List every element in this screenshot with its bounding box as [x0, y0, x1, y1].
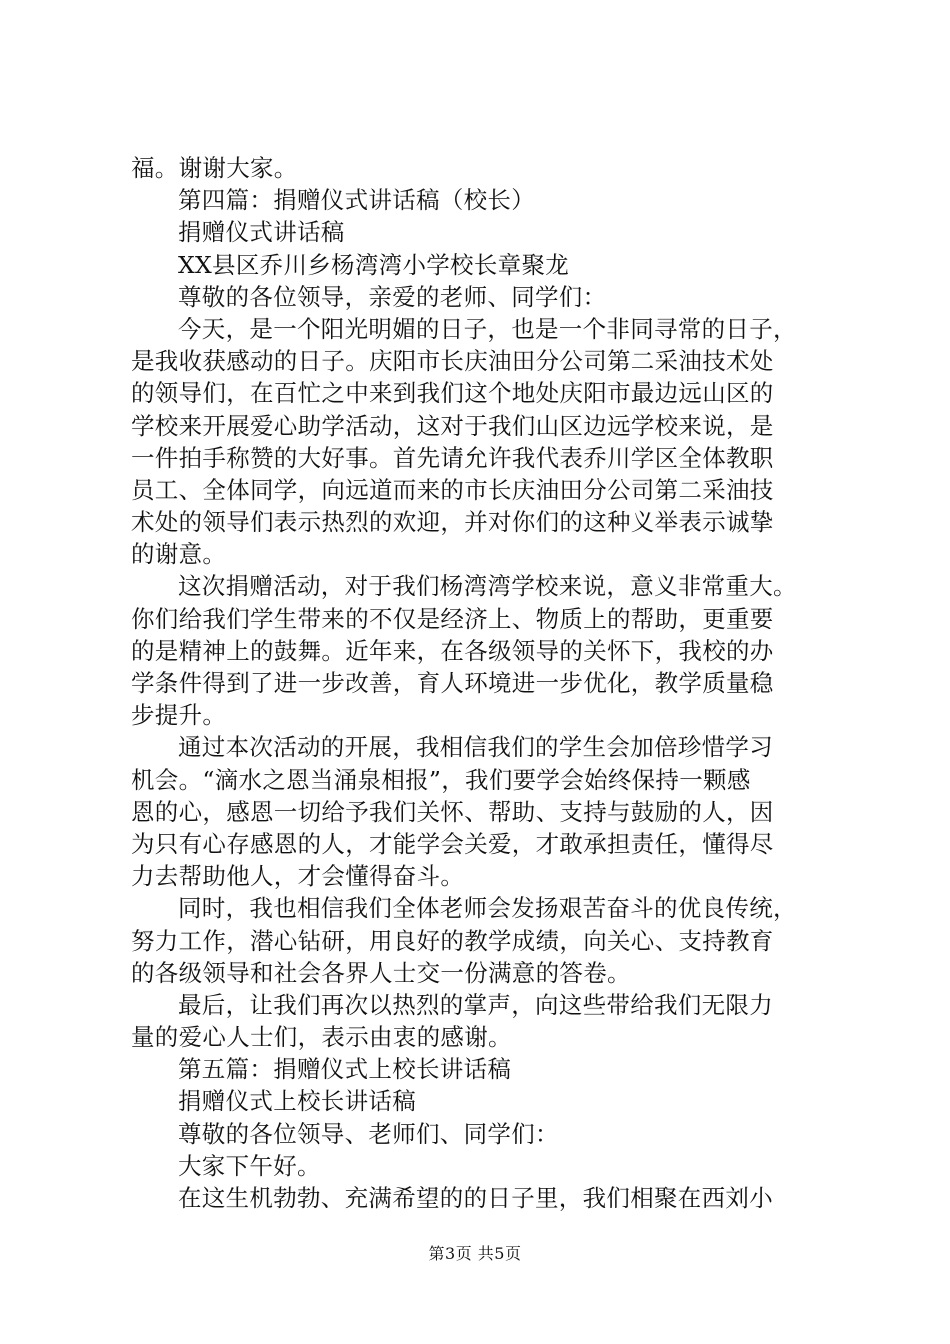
text-line: 第五篇：捐赠仪式上校长讲话稿: [178, 1055, 512, 1084]
text-line: 捐赠仪式讲话稿: [178, 218, 345, 247]
text-line: 的各级领导和社会各界人士交一份满意的答卷。: [131, 958, 631, 987]
text-line: 尊敬的各位领导、老师们、同学们：: [178, 1119, 559, 1148]
text-line: 的是精神上的鼓舞。近年来，在各级领导的关怀下，我校的办: [131, 636, 774, 665]
text-line: 捐赠仪式上校长讲话稿: [178, 1087, 416, 1116]
text-line: 努力工作，潜心钻研，用良好的教学成绩，向关心、支持教育: [131, 926, 774, 955]
text-line: 尊敬的各位领导，亲爱的老师、同学们：: [178, 282, 607, 311]
text-line: 第四篇：捐赠仪式讲话稿（校长）: [178, 186, 535, 215]
text-line: 是我收获感动的日子。庆阳市长庆油田分公司第二采油技术处: [131, 347, 774, 376]
text-line: 力去帮助他人，才会懂得奋斗。: [131, 862, 465, 891]
text-line: 在这生机勃勃、充满希望的的日子里，我们相聚在西刘小: [178, 1184, 773, 1212]
text-line: 员工、全体同学，向远道而来的市长庆油田分公司第二采油技: [131, 475, 774, 504]
text-line: 通过本次活动的开展，我相信我们的学生会加倍珍惜学习: [178, 733, 773, 762]
text-line: 你们给我们学生带来的不仅是经济上、物质上的帮助，更重要: [131, 604, 774, 633]
text-line: 机会。“滴水之恩当涌泉相报”，我们要学会始终保持一颗感: [131, 765, 751, 794]
text-line: 这次捐赠活动，对于我们杨湾湾学校来说，意义非常重大。: [178, 572, 797, 601]
text-line: 量的爱心人士们，表示由衷的感谢。: [131, 1023, 512, 1052]
text-line: 最后，让我们再次以热烈的掌声，向这些带给我们无限力: [178, 990, 773, 1019]
text-line: 今天，是一个阳光明媚的日子，也是一个非同寻常的日子，: [178, 314, 797, 343]
document-body: [131, 152, 851, 1214]
page-footer: 第3页 共5页: [428, 1244, 522, 1263]
text-line: 恩的心，感恩一切给予我们关怀、帮助、支持与鼓励的人，因: [131, 797, 774, 826]
text-line: 福。谢谢大家。: [131, 154, 298, 182]
text-line: 大家下午好。: [178, 1151, 321, 1180]
text-line: 一件拍手称赞的大好事。首先请允许我代表乔川学区全体教职: [131, 443, 774, 472]
text-line: 步提升。: [131, 701, 227, 730]
text-line: 为只有心存感恩的人，才能学会关爱，才敢承担责任，懂得尽: [131, 829, 774, 858]
text-line: 的领导们，在百忙之中来到我们这个地处庆阳市最边远山区的: [131, 379, 774, 408]
text-line: 的谢意。: [131, 540, 227, 569]
text-line: 同时，我也相信我们全体老师会发扬艰苦奋斗的优良传统，: [178, 894, 797, 923]
text-line: XX县区乔川乡杨湾湾小学校长章聚龙: [178, 250, 570, 279]
text-line: 学条件得到了进一步改善，育人环境进一步优化，教学质量稳: [131, 669, 774, 697]
text-line: 学校来开展爱心助学活动，这对于我们山区边远学校来说，是: [131, 411, 774, 440]
text-line: 术处的领导们表示热烈的欢迎，并对你们的这种义举表示诚挚: [131, 508, 774, 537]
